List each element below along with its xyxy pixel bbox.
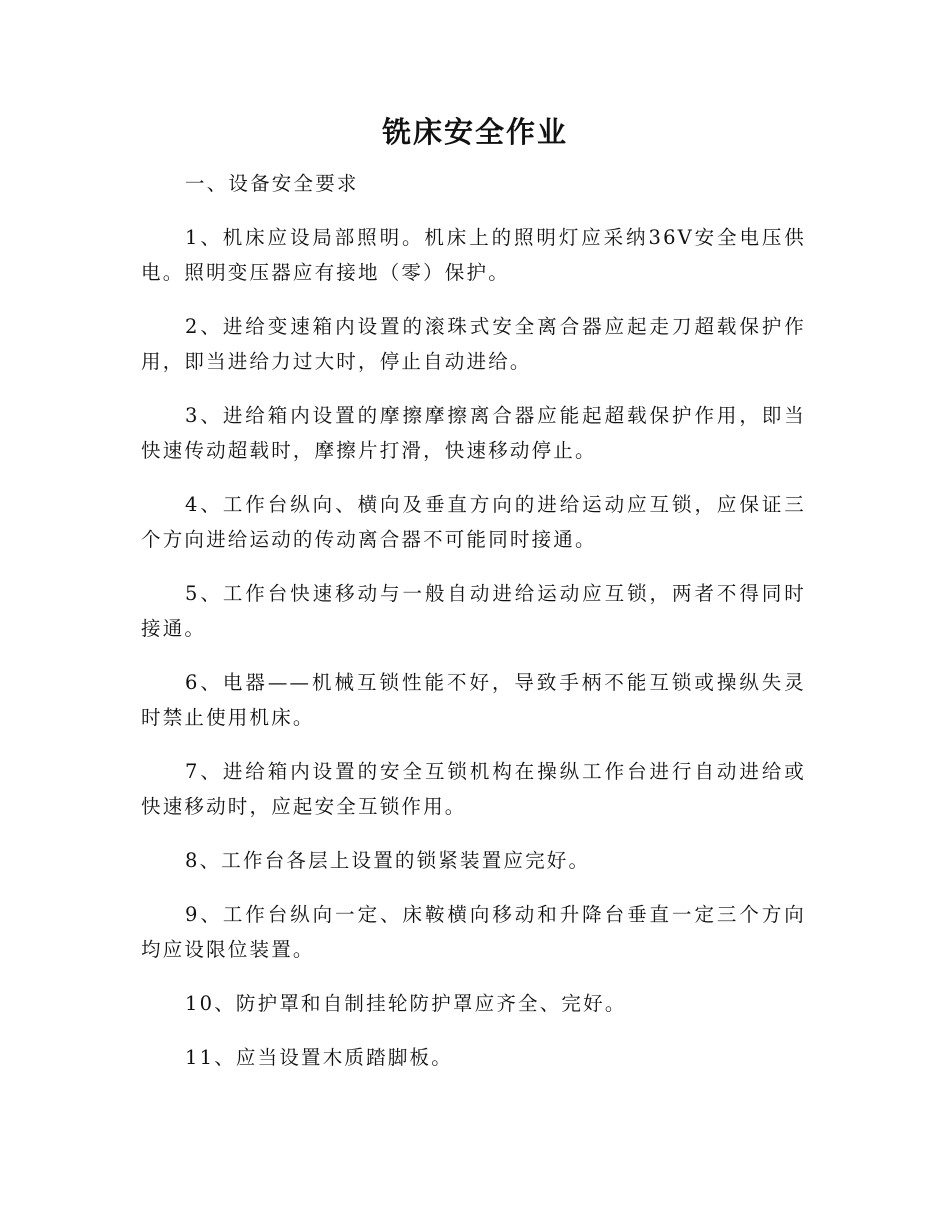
list-item: 7、进给箱内设置的安全互锁机构在操纵工作台进行自动进给或快速移动时，应起安全互锁作用。	[141, 760, 806, 818]
list-item: 1、机床应设局部照明。机床上的照明灯应采纳36V安全电压供电。照明变压器应有接地（零）保护。	[141, 226, 806, 284]
list-item: 11、应当设置木质踏脚板。	[185, 1046, 453, 1069]
section-heading: 一、设备安全要求	[185, 172, 359, 195]
document-title: 铣床安全作业	[381, 115, 568, 149]
list-item: 3、进给箱内设置的摩擦摩擦离合器应能起超载保护作用，即当快速传动超载时，摩擦片打滑，快速移动停止。	[141, 404, 806, 462]
list-item: 2、进给变速箱内设置的滚珠式安全离合器应起走刀超载保护作用，即当进给力过大时，停止自动进给。	[141, 315, 806, 373]
list-item: 10、防护罩和自制挂轮防护罩应齐全、完好。	[185, 992, 627, 1015]
list-item: 5、工作台快速移动与一般自动进给运动应互锁，两者不得同时接通。	[141, 582, 806, 640]
list-item: 4、工作台纵向、横向及垂直方向的进给运动应互锁，应保证三个方向进给运动的传动离合器不可能同时接通。	[141, 493, 806, 551]
list-item: 9、工作台纵向一定、床鞍横向移动和升降台垂直一定三个方向均应设限位装置。	[141, 903, 806, 961]
list-item: 8、工作台各层上设置的锁紧装置应完好。	[185, 849, 591, 872]
list-item: 6、电器——机械互锁性能不好，导致手柄不能互锁或操纵失灵时禁止使用机床。	[141, 671, 806, 729]
document-body	[141, 166, 806, 1094]
